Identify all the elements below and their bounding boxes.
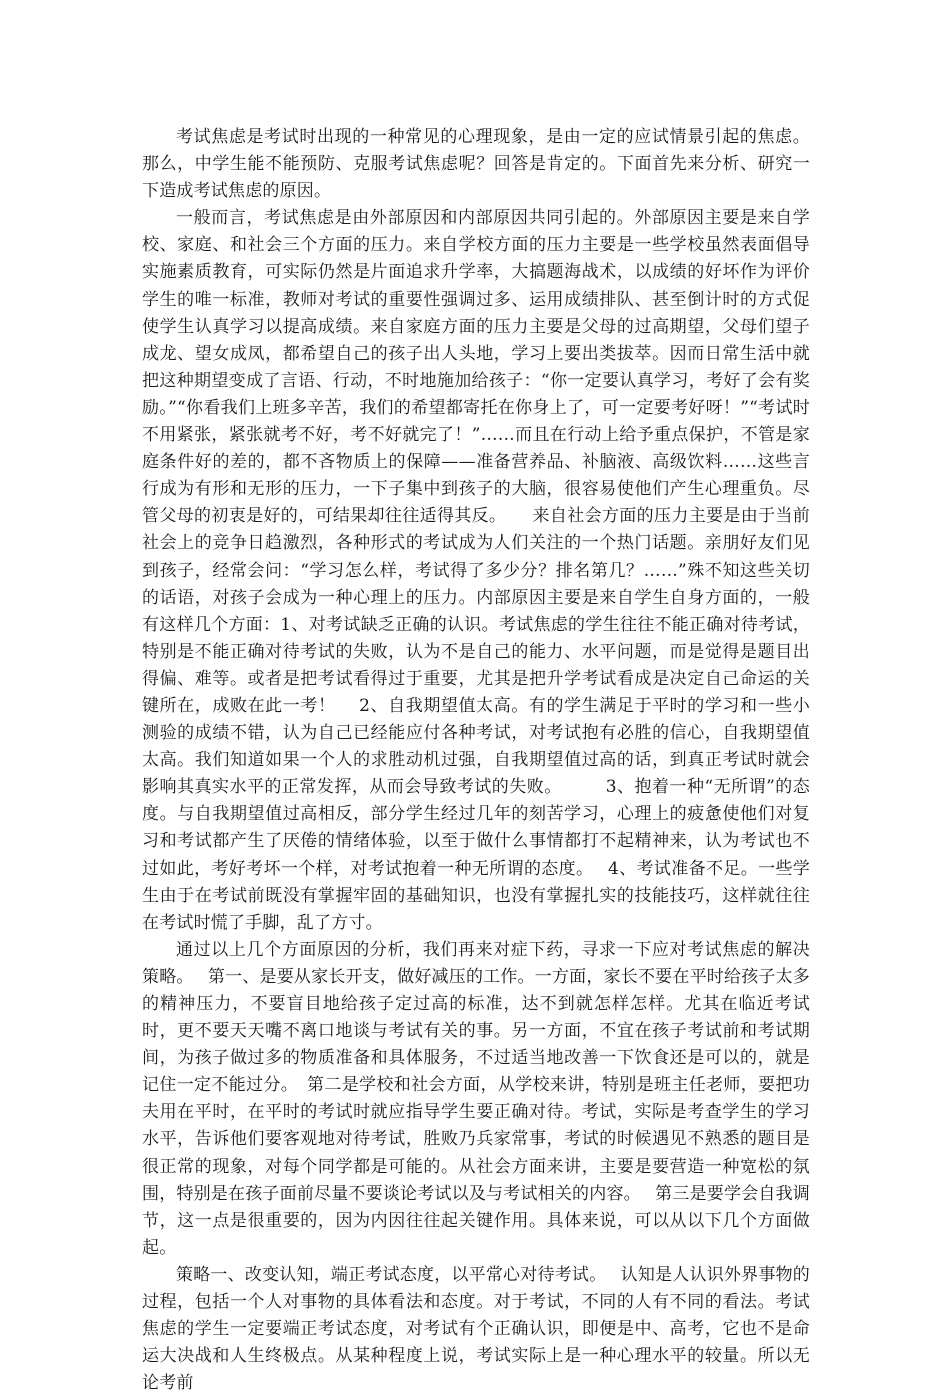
paragraph-strategy-one: 策略一、改变认知，端正考试态度，以平常心对待考试。 认知是人认识外界事物的过程，包括一个人对事物的具体看法和态度。对于考试，不同的人有不同的看法。考试焦虑的学生一定要端正考试态度，对考试有个正确认识，即便是中、高考，它也不是命运大决战和人生终极点。从某种程度上说，考试实际上是一种心理水平的较量。所以无论考前 — [142, 1264, 810, 1394]
paragraph-solutions: 通过以上几个方面原因的分析，我们再来对症下药，寻求一下应对考试焦虑的解决策略。 第一、是要从家长开支，做好减压的工作。一方面，家长不要在平时给孩子太多的精神压力，不要盲目地给孩子定过高的标准，达不到就怎样怎样。尤其在临近考试时，更不要天天嘴不离口地谈与考试有关的事。另一方面，不宜在孩子考试前和考试期间，为孩子做过多的物质准备和具体服务，不过适当地改善一下饮食还是可以的，就是记住一定不能过分。 第二是学校和社会方面，从学校来讲，特别是班主任老师，要把功夫用在平时，在平时的考试时就应指导学生要正确对待。考试，实际是考查学生的学习水平，告诉他们要客观地对待考试，胜败乃兵家常事，考试的时候遇见不熟悉的题目是很正常的现象，对每个同学都是可能的。从社会方面来讲，主要是要营造一种宽松的氛围，特别是在孩子面前尽量不要谈论考试以及与考试相关的内容。 第三是要学会自我调节，这一点是很重要的，因为内因往往起关键作用。具体来说，可以从以下几个方面做起。 — [142, 939, 810, 1258]
document-body — [142, 124, 810, 1397]
paragraph-intro: 考试焦虑是考试时出现的一种常见的心理现象，是由一定的应试情景引起的焦虑。那么，中学生能不能预防、克服考试焦虑呢？回答是肯定的。下面首先来分析、研究一下造成考试焦虑的原因。 — [142, 127, 810, 202]
paragraph-causes: 一般而言，考试焦虑是由外部原因和内部原因共同引起的。外部原因主要是来自学校、家庭、和社会三个方面的压力。来自学校方面的压力主要是一些学校虽然表面倡导实施素质教育，可实际仍然是片面追求升学率，大搞题海战术，以成绩的好坏作为评价学生的唯一标准，教师对考试的重要性强调过多、运用成绩排队、甚至倒计时的方式促使学生认真学习以提高成绩。来自家庭方面的压力主要是父母的过高期望，父母们望子成龙、望女成凤，都希望自己的孩子出人头地，学习上要出类拔萃。因而日常生活中就把这种期望变成了言语、行动，不时地施加给孩子：“你一定要认真学习，考好了会有奖励。”“你看我们上班多辛苦，我们的希望都寄托在你身上了，可一定要考好呀！”“考试时不用紧张，紧张就考不好，考不好就完了！”……而且在行动上给予重点保护，不管是家庭条件好的差的，都不吝物质上的保障——准备营养品、补脑液、高级饮料……这些言行成为有形和无形的压力，一下子集中到孩子的大脑，很容易使他们产生心理重负。尽管父母的初衷是好的，可结果却往往适得其反。 来自社会方面的压力主要是由于当前社会上的竞争日趋激烈，各种形式的考试成为人们关注的一个热门话题。亲朋好友们见到孩子，经常会问：“学习怎么样，考试得了多少分？排名第几？……”殊不知这些关切的话语，对孩子会成为一种心理上的压力。内部原因主要是来自学生自身方面的，一般有这样几个方面：1、对考试缺乏正确的认识。考试焦虑的学生往往不能正确对待考试，特别是不能正确对待考试的失败，认为不是自己的能力、水平问题，而是觉得是题目出得偏、难等。或者是把考试看得过于重要，尤其是把升学考试看成是决定自己命运的关键所在，成败在此一考！ 2、自我期望值太高。有的学生满足于平时的学习和一些小测验的成绩不错，认为自己已经能应付各种考试，对考试抱有必胜的信心，自我期望值太高。我们知道如果一个人的求胜动机过强，自我期望值过高的话，到真正考试时就会影响其真实水平的正常发挥，从而会导致考试的失败。 3、抱着一种“无所谓”的态度。与自我期望值过高相反，部分学生经过几年的刻苦学习，心理上的疲惫使他们对复习和考试都产生了厌倦的情绪体验，以至于做什么事情都打不起精神来，认为考试也不过如此，考好考坏一个样，对考试抱着一种无所谓的态度。 4、考试准备不足。一些学生由于在考试前既没有掌握牢固的基础知识，也没有掌握扎实的技能技巧，这样就往往在考试时慌了手脚，乱了方寸。 — [142, 208, 810, 933]
